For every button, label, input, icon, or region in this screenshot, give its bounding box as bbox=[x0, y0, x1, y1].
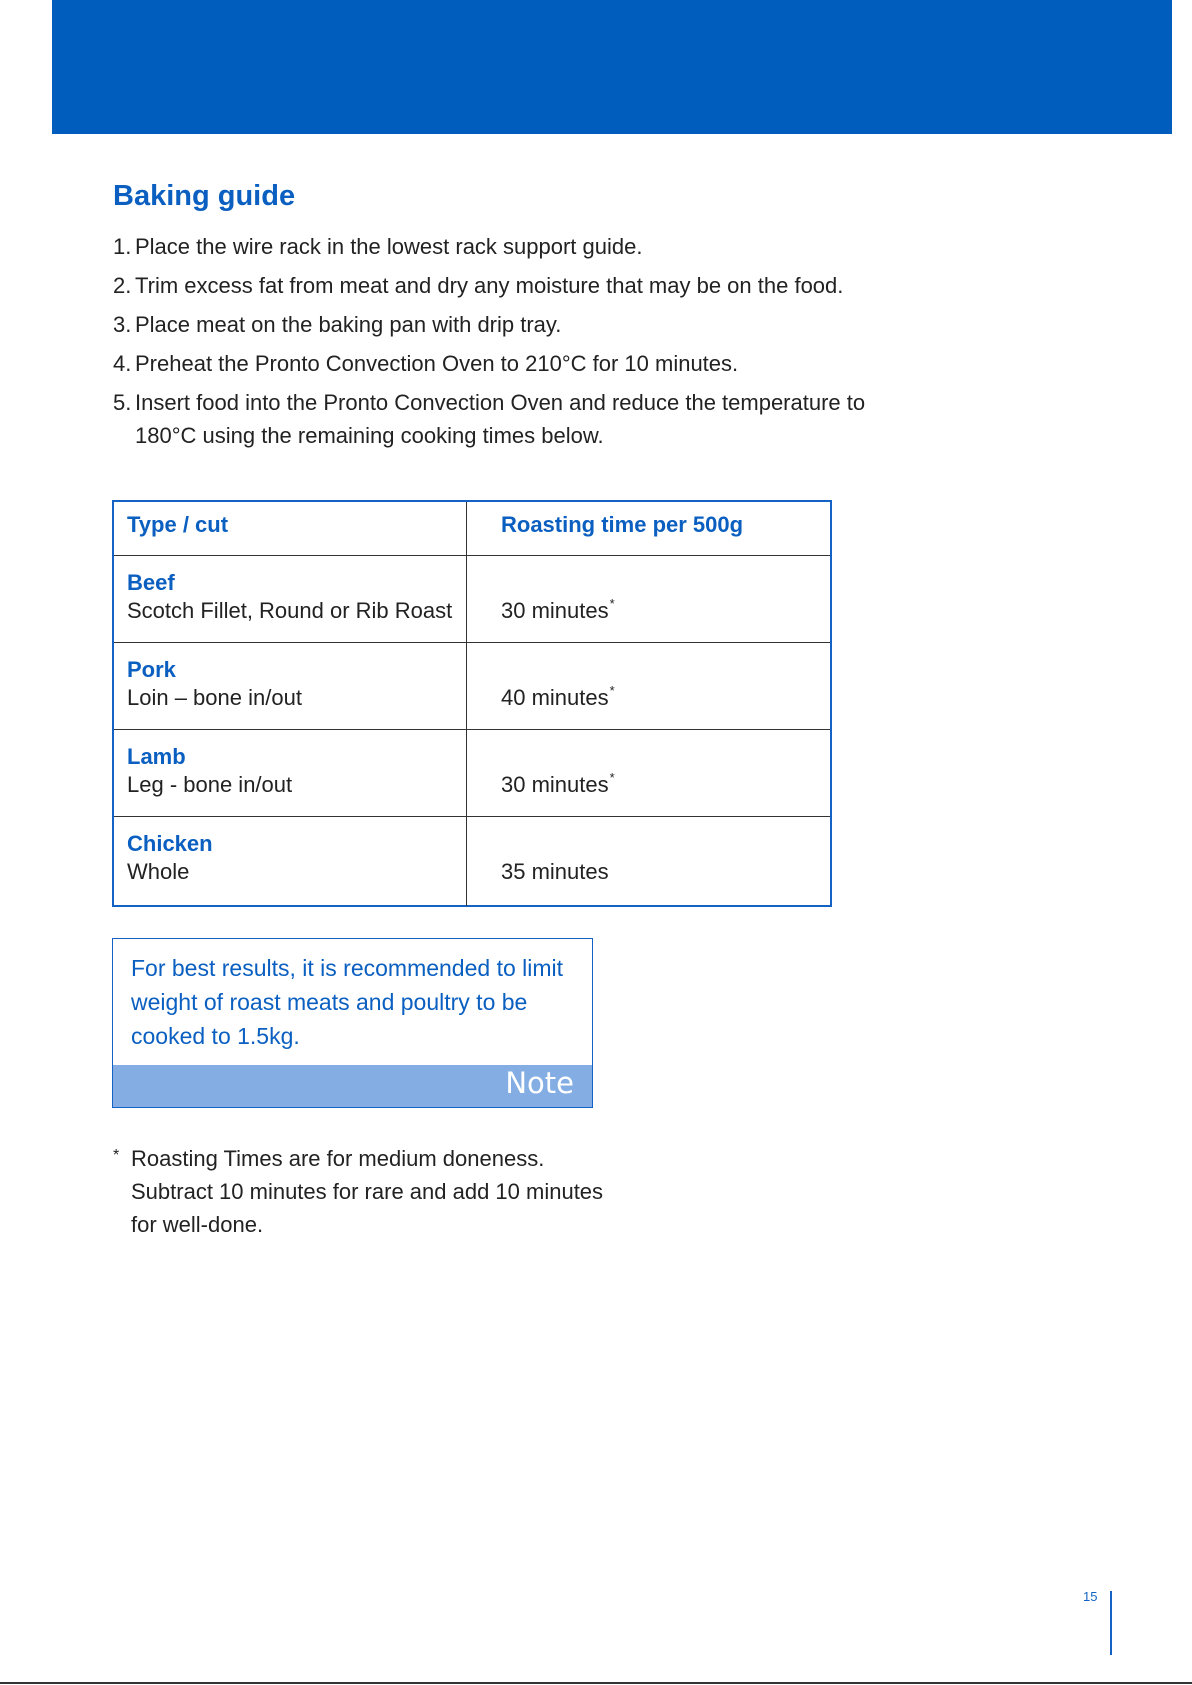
meat-type: Chicken bbox=[127, 831, 213, 856]
header-cell-type bbox=[114, 502, 467, 555]
roasting-time bbox=[501, 859, 610, 885]
step-number: 4. bbox=[113, 351, 132, 376]
roasting-time bbox=[501, 598, 615, 624]
step-item bbox=[113, 386, 913, 452]
time-cell bbox=[467, 730, 830, 816]
roasting-time-value: 35 minutes bbox=[501, 859, 609, 884]
footnote-asterisk: * bbox=[113, 1147, 120, 1164]
meat-cut: Scotch Fillet, Round or Rib Roast bbox=[127, 598, 453, 623]
type-cell bbox=[114, 643, 467, 729]
roasting-time bbox=[501, 685, 615, 711]
footnote-marker: * bbox=[609, 770, 615, 785]
step-text: Place the wire rack in the lowest rack support guide. bbox=[135, 234, 643, 259]
step-item bbox=[113, 308, 913, 341]
page-number-rule bbox=[1110, 1591, 1112, 1655]
step-text: Preheat the Pronto Convection Oven to 210°C for 10 minutes. bbox=[135, 351, 739, 376]
note-box bbox=[112, 938, 593, 1108]
step-text: Trim excess fat from meat and dry any moisture that may be on the food. bbox=[135, 273, 844, 298]
time-cell bbox=[467, 643, 830, 729]
section-title: Baking guide bbox=[113, 180, 296, 212]
roasting-table bbox=[112, 500, 832, 907]
table-row bbox=[114, 643, 830, 730]
roasting-time bbox=[501, 772, 615, 798]
header-time-label: Roasting time per 500g bbox=[501, 512, 744, 537]
time-cell bbox=[467, 556, 830, 642]
meat-type: Pork bbox=[127, 657, 176, 682]
meat-type: Lamb bbox=[127, 744, 186, 769]
step-number: 3. bbox=[113, 312, 132, 337]
note-label: Note bbox=[505, 1066, 574, 1100]
type-cell bbox=[114, 556, 467, 642]
meat-type: Beef bbox=[127, 570, 175, 595]
step-number: 1. bbox=[113, 234, 132, 259]
table-header-row bbox=[114, 502, 830, 556]
step-number: 2. bbox=[113, 273, 132, 298]
roasting-time-value: 40 minutes bbox=[501, 685, 609, 710]
meat-cut: Leg - bone in/out bbox=[127, 772, 293, 797]
footnote-marker: * bbox=[609, 596, 615, 611]
page-bottom-rule bbox=[0, 1682, 1192, 1684]
table-row bbox=[114, 817, 830, 906]
table-row bbox=[114, 556, 830, 643]
note-label-bar bbox=[113, 1065, 592, 1107]
footnote bbox=[113, 1142, 613, 1241]
time-cell bbox=[467, 817, 830, 906]
header-type-label: Type / cut bbox=[127, 512, 229, 537]
step-item bbox=[113, 269, 913, 302]
note-text: For best results, it is recommended to limit weight of roast meats and poultry to be cooked to 1.5kg. bbox=[131, 955, 564, 1049]
type-cell bbox=[114, 730, 467, 816]
page-number: 15 bbox=[1083, 1589, 1098, 1604]
roasting-time-value: 30 minutes bbox=[501, 772, 609, 797]
table-row bbox=[114, 730, 830, 817]
step-text: Place meat on the baking pan with drip tray. bbox=[135, 312, 562, 337]
step-text: Insert food into the Pronto Convection Oven and reduce the temperature to 180°C using the remaining cooking times below. bbox=[135, 390, 866, 448]
header-band bbox=[52, 0, 1172, 134]
step-item bbox=[113, 230, 913, 263]
type-cell bbox=[114, 817, 467, 906]
footnote-marker: * bbox=[609, 683, 615, 698]
roasting-time-value: 30 minutes bbox=[501, 598, 609, 623]
header-cell-time bbox=[467, 502, 830, 555]
footnote-text: Roasting Times are for medium doneness. Subtract 10 minutes for rare and add 10 minutes for well-done. bbox=[131, 1146, 604, 1237]
meat-cut: Loin – bone in/out bbox=[127, 685, 302, 710]
step-number: 5. bbox=[113, 390, 132, 415]
meat-cut: Whole bbox=[127, 859, 190, 884]
step-item bbox=[113, 347, 913, 380]
steps-list bbox=[113, 230, 913, 458]
